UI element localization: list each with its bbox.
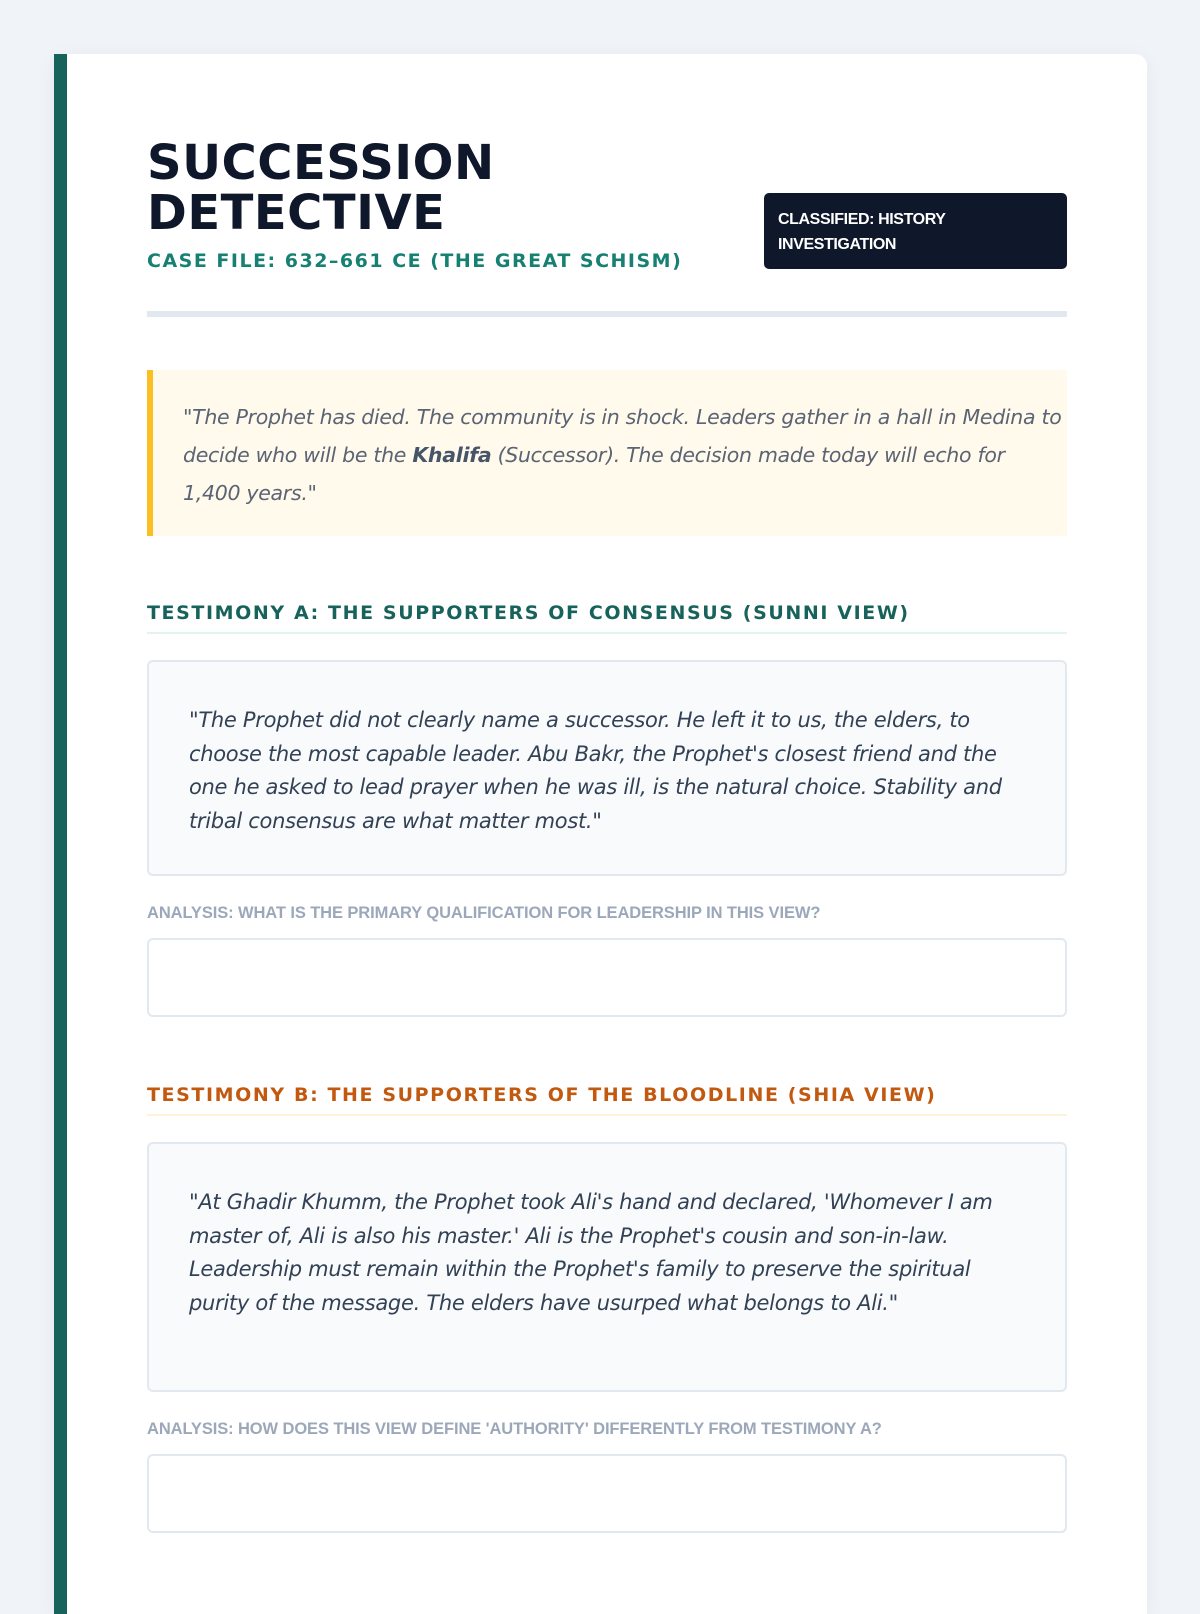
testimony-a-answer-input[interactable] [147, 938, 1067, 1017]
worksheet-header [147, 128, 1067, 272]
worksheet-page [54, 54, 1147, 1614]
intro-term-khalifa: Khalifa [412, 443, 492, 467]
testimony-a-title: TESTIMONY A: THE SUPPORTERS OF CONSENSUS (SUNNI VIEW) [147, 602, 1067, 634]
testimony-b-title: TESTIMONY B: THE SUPPORTERS OF THE BLOODLINE (SHIA VIEW) [147, 1084, 1067, 1116]
testimony-b-quote: "At Ghadir Khumm, the Prophet took Ali's hand and declared, 'Whomever I am master of, Ali is also his master.' Ali is the Prophet's cousin and son-in-law. Leadership must remain within the Prophet's family to preserve the spiritual purity of the message. The elders have usurped what belongs to Ali." [147, 1142, 1067, 1392]
title-block [147, 135, 683, 272]
title-line-2: DETECTIVE [147, 185, 446, 241]
intro-text-after: (Successor). The decision made today will echo for 1,400 years." [183, 443, 1005, 505]
title-line-1: SUCCESSION [147, 135, 495, 191]
intro-text-before: "The Prophet has died. The community is in shock. Leaders gather in a hall in Medina to decide who will be the [183, 405, 1062, 467]
testimony-b-answer-input[interactable] [147, 1454, 1067, 1533]
testimony-a-analysis-label: ANALYSIS: WHAT IS THE PRIMARY QUALIFICATION FOR LEADERSHIP IN THIS VIEW? [147, 904, 821, 922]
testimony-b-analysis-label: ANALYSIS: HOW DOES THIS VIEW DEFINE 'AUTHORITY' DIFFERENTLY FROM TESTIMONY A? [147, 1420, 882, 1438]
page-title [147, 135, 682, 241]
case-file-subtitle: CASE FILE: 632–661 CE (THE GREAT SCHISM) [147, 250, 683, 272]
intro-callout [147, 370, 1067, 536]
header-divider [147, 311, 1067, 317]
testimony-a-quote: "The Prophet did not clearly name a successor. He left it to us, the elders, to choose the most capable leader. Abu Bakr, the Prophet's closest friend and the one he asked to lead prayer when he was ill, is the natural choice. Stability and tribal consensus are what matter most." [147, 660, 1067, 876]
classified-badge: CLASSIFIED: HISTORY INVESTIGATION [764, 193, 1067, 269]
